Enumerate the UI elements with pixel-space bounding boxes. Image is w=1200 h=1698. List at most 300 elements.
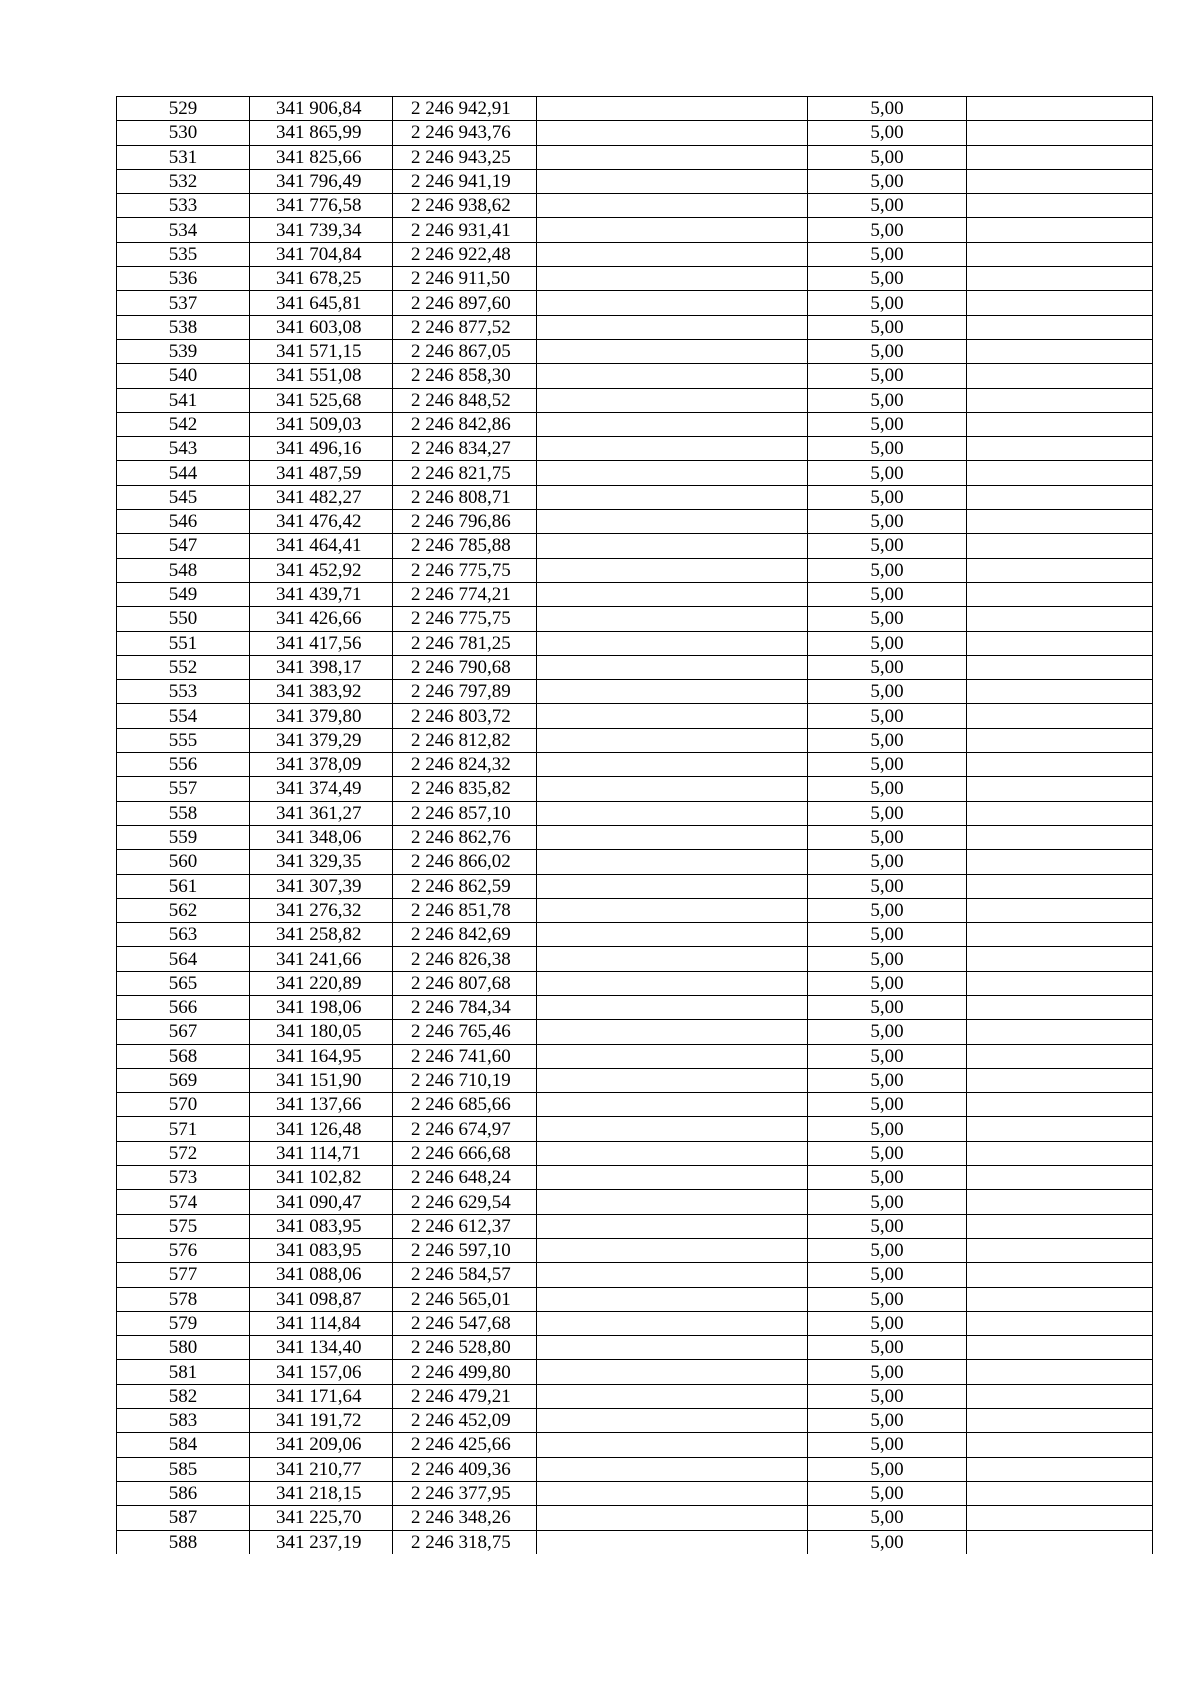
x-coordinate-cell: 341 329,35	[250, 850, 393, 874]
empty-cell	[967, 315, 1153, 339]
empty-cell	[967, 1190, 1153, 1214]
value-cell: 5,00	[808, 1360, 967, 1384]
x-coordinate-cell: 341 348,06	[250, 825, 393, 849]
y-coordinate-cell: 2 246 807,68	[393, 971, 537, 995]
value-cell: 5,00	[808, 971, 967, 995]
y-coordinate-cell: 2 246 781,25	[393, 631, 537, 655]
table-row	[117, 923, 1153, 947]
empty-cell	[967, 267, 1153, 291]
empty-cell	[967, 680, 1153, 704]
empty-cell	[967, 704, 1153, 728]
point-number-cell: 574	[117, 1190, 250, 1214]
value-cell: 5,00	[808, 850, 967, 874]
point-number-cell: 556	[117, 753, 250, 777]
y-coordinate-cell: 2 246 842,69	[393, 923, 537, 947]
point-number-cell: 564	[117, 947, 250, 971]
empty-cell	[537, 267, 808, 291]
x-coordinate-cell: 341 088,06	[250, 1263, 393, 1287]
x-coordinate-cell: 341 452,92	[250, 558, 393, 582]
value-cell: 5,00	[808, 607, 967, 631]
empty-cell	[967, 1409, 1153, 1433]
table-row	[117, 850, 1153, 874]
empty-cell	[537, 874, 808, 898]
y-coordinate-cell: 2 246 834,27	[393, 437, 537, 461]
point-number-cell: 565	[117, 971, 250, 995]
value-cell: 5,00	[808, 1384, 967, 1408]
table-row	[117, 1238, 1153, 1262]
empty-cell	[967, 898, 1153, 922]
point-number-cell: 560	[117, 850, 250, 874]
empty-cell	[967, 1287, 1153, 1311]
empty-cell	[967, 242, 1153, 266]
point-number-cell: 529	[117, 97, 250, 121]
value-cell: 5,00	[808, 534, 967, 558]
empty-cell	[967, 1068, 1153, 1092]
table-row	[117, 1287, 1153, 1311]
table-row	[117, 1068, 1153, 1092]
table-row	[117, 1384, 1153, 1408]
value-cell: 5,00	[808, 121, 967, 145]
x-coordinate-cell: 341 678,25	[250, 267, 393, 291]
y-coordinate-cell: 2 246 796,86	[393, 510, 537, 534]
value-cell: 5,00	[808, 242, 967, 266]
y-coordinate-cell: 2 246 666,68	[393, 1141, 537, 1165]
empty-cell	[537, 947, 808, 971]
empty-cell	[967, 97, 1153, 121]
point-number-cell: 559	[117, 825, 250, 849]
empty-cell	[537, 1457, 808, 1481]
table-row	[117, 291, 1153, 315]
y-coordinate-cell: 2 246 943,25	[393, 145, 537, 169]
table-row	[117, 1044, 1153, 1068]
point-number-cell: 567	[117, 1020, 250, 1044]
x-coordinate-cell: 341 509,03	[250, 412, 393, 436]
point-number-cell: 573	[117, 1166, 250, 1190]
empty-cell	[967, 971, 1153, 995]
value-cell: 5,00	[808, 1190, 967, 1214]
table-row	[117, 1263, 1153, 1287]
value-cell: 5,00	[808, 1020, 967, 1044]
empty-cell	[537, 1068, 808, 1092]
y-coordinate-cell: 2 246 938,62	[393, 194, 537, 218]
point-number-cell: 547	[117, 534, 250, 558]
empty-cell	[537, 1214, 808, 1238]
x-coordinate-cell: 341 307,39	[250, 874, 393, 898]
y-coordinate-cell: 2 246 922,48	[393, 242, 537, 266]
x-coordinate-cell: 341 137,66	[250, 1093, 393, 1117]
value-cell: 5,00	[808, 1481, 967, 1505]
x-coordinate-cell: 341 114,84	[250, 1311, 393, 1335]
x-coordinate-cell: 341 241,66	[250, 947, 393, 971]
x-coordinate-cell: 341 825,66	[250, 145, 393, 169]
y-coordinate-cell: 2 246 851,78	[393, 898, 537, 922]
point-number-cell: 571	[117, 1117, 250, 1141]
empty-cell	[967, 777, 1153, 801]
y-coordinate-cell: 2 246 318,75	[393, 1530, 537, 1554]
table-row	[117, 1020, 1153, 1044]
value-cell: 5,00	[808, 437, 967, 461]
point-number-cell: 541	[117, 388, 250, 412]
point-number-cell: 543	[117, 437, 250, 461]
empty-cell	[967, 582, 1153, 606]
table-row	[117, 534, 1153, 558]
value-cell: 5,00	[808, 1530, 967, 1554]
empty-cell	[967, 510, 1153, 534]
empty-cell	[537, 777, 808, 801]
table-row	[117, 777, 1153, 801]
point-number-cell: 557	[117, 777, 250, 801]
value-cell: 5,00	[808, 777, 967, 801]
value-cell: 5,00	[808, 1287, 967, 1311]
empty-cell	[967, 534, 1153, 558]
point-number-cell: 536	[117, 267, 250, 291]
x-coordinate-cell: 341 220,89	[250, 971, 393, 995]
y-coordinate-cell: 2 246 812,82	[393, 728, 537, 752]
empty-cell	[537, 1117, 808, 1141]
x-coordinate-cell: 341 151,90	[250, 1068, 393, 1092]
value-cell: 5,00	[808, 1044, 967, 1068]
empty-cell	[967, 121, 1153, 145]
x-coordinate-cell: 341 383,92	[250, 680, 393, 704]
empty-cell	[537, 485, 808, 509]
empty-cell	[967, 1263, 1153, 1287]
table-row	[117, 874, 1153, 898]
empty-cell	[537, 995, 808, 1019]
y-coordinate-cell: 2 246 765,46	[393, 1020, 537, 1044]
empty-cell	[967, 1238, 1153, 1262]
y-coordinate-cell: 2 246 452,09	[393, 1409, 537, 1433]
point-number-cell: 546	[117, 510, 250, 534]
empty-cell	[537, 291, 808, 315]
y-coordinate-cell: 2 246 409,36	[393, 1457, 537, 1481]
x-coordinate-cell: 341 379,29	[250, 728, 393, 752]
empty-cell	[537, 1433, 808, 1457]
table-row	[117, 1190, 1153, 1214]
x-coordinate-cell: 341 083,95	[250, 1214, 393, 1238]
empty-cell	[537, 1384, 808, 1408]
empty-cell	[537, 825, 808, 849]
table-row	[117, 1166, 1153, 1190]
empty-cell	[537, 1506, 808, 1530]
point-number-cell: 586	[117, 1481, 250, 1505]
empty-cell	[537, 1287, 808, 1311]
table-row	[117, 1481, 1153, 1505]
y-coordinate-cell: 2 246 797,89	[393, 680, 537, 704]
empty-cell	[967, 825, 1153, 849]
empty-cell	[537, 898, 808, 922]
y-coordinate-cell: 2 246 565,01	[393, 1287, 537, 1311]
empty-cell	[537, 1166, 808, 1190]
empty-cell	[537, 971, 808, 995]
empty-cell	[967, 607, 1153, 631]
y-coordinate-cell: 2 246 857,10	[393, 801, 537, 825]
table-row	[117, 704, 1153, 728]
x-coordinate-cell: 341 258,82	[250, 923, 393, 947]
table-row	[117, 753, 1153, 777]
point-number-cell: 581	[117, 1360, 250, 1384]
x-coordinate-cell: 341 796,49	[250, 169, 393, 193]
empty-cell	[967, 169, 1153, 193]
value-cell: 5,00	[808, 582, 967, 606]
empty-cell	[537, 1530, 808, 1554]
empty-cell	[537, 680, 808, 704]
y-coordinate-cell: 2 246 547,68	[393, 1311, 537, 1335]
table-row	[117, 801, 1153, 825]
y-coordinate-cell: 2 246 867,05	[393, 339, 537, 363]
point-number-cell: 575	[117, 1214, 250, 1238]
empty-cell	[537, 704, 808, 728]
point-number-cell: 535	[117, 242, 250, 266]
table-row	[117, 1409, 1153, 1433]
table-row	[117, 1214, 1153, 1238]
empty-cell	[967, 1433, 1153, 1457]
empty-cell	[967, 874, 1153, 898]
x-coordinate-cell: 341 098,87	[250, 1287, 393, 1311]
point-number-cell: 554	[117, 704, 250, 728]
empty-cell	[967, 461, 1153, 485]
table-row	[117, 995, 1153, 1019]
empty-cell	[537, 145, 808, 169]
x-coordinate-cell: 341 237,19	[250, 1530, 393, 1554]
empty-cell	[967, 1336, 1153, 1360]
value-cell: 5,00	[808, 874, 967, 898]
point-number-cell: 561	[117, 874, 250, 898]
x-coordinate-cell: 341 865,99	[250, 121, 393, 145]
value-cell: 5,00	[808, 728, 967, 752]
x-coordinate-cell: 341 476,42	[250, 510, 393, 534]
point-number-cell: 534	[117, 218, 250, 242]
empty-cell	[537, 923, 808, 947]
value-cell: 5,00	[808, 1238, 967, 1262]
x-coordinate-cell: 341 198,06	[250, 995, 393, 1019]
value-cell: 5,00	[808, 1311, 967, 1335]
empty-cell	[537, 534, 808, 558]
y-coordinate-cell: 2 246 858,30	[393, 364, 537, 388]
empty-cell	[537, 1044, 808, 1068]
x-coordinate-cell: 341 210,77	[250, 1457, 393, 1481]
value-cell: 5,00	[808, 898, 967, 922]
table-row	[117, 1530, 1153, 1554]
table-row	[117, 364, 1153, 388]
value-cell: 5,00	[808, 388, 967, 412]
x-coordinate-cell: 341 225,70	[250, 1506, 393, 1530]
empty-cell	[967, 801, 1153, 825]
table-row	[117, 898, 1153, 922]
point-number-cell: 577	[117, 1263, 250, 1287]
x-coordinate-cell: 341 379,80	[250, 704, 393, 728]
table-row	[117, 558, 1153, 582]
empty-cell	[537, 1311, 808, 1335]
table-row	[117, 631, 1153, 655]
table-row	[117, 655, 1153, 679]
table-row	[117, 267, 1153, 291]
point-number-cell: 548	[117, 558, 250, 582]
point-number-cell: 588	[117, 1530, 250, 1554]
value-cell: 5,00	[808, 1336, 967, 1360]
y-coordinate-cell: 2 246 931,41	[393, 218, 537, 242]
x-coordinate-cell: 341 114,71	[250, 1141, 393, 1165]
point-number-cell: 587	[117, 1506, 250, 1530]
value-cell: 5,00	[808, 801, 967, 825]
table-row	[117, 582, 1153, 606]
point-number-cell: 544	[117, 461, 250, 485]
empty-cell	[967, 388, 1153, 412]
table-row	[117, 485, 1153, 509]
empty-cell	[967, 364, 1153, 388]
table-row	[117, 194, 1153, 218]
x-coordinate-cell: 341 417,56	[250, 631, 393, 655]
y-coordinate-cell: 2 246 808,71	[393, 485, 537, 509]
empty-cell	[967, 655, 1153, 679]
y-coordinate-cell: 2 246 348,26	[393, 1506, 537, 1530]
x-coordinate-cell: 341 496,16	[250, 437, 393, 461]
value-cell: 5,00	[808, 995, 967, 1019]
empty-cell	[537, 1020, 808, 1044]
value-cell: 5,00	[808, 825, 967, 849]
x-coordinate-cell: 341 157,06	[250, 1360, 393, 1384]
value-cell: 5,00	[808, 145, 967, 169]
value-cell: 5,00	[808, 364, 967, 388]
empty-cell	[967, 631, 1153, 655]
empty-cell	[537, 607, 808, 631]
table-row	[117, 461, 1153, 485]
value-cell: 5,00	[808, 1214, 967, 1238]
y-coordinate-cell: 2 246 848,52	[393, 388, 537, 412]
table-row	[117, 145, 1153, 169]
value-cell: 5,00	[808, 1068, 967, 1092]
x-coordinate-cell: 341 218,15	[250, 1481, 393, 1505]
x-coordinate-cell: 341 487,59	[250, 461, 393, 485]
point-number-cell: 583	[117, 1409, 250, 1433]
table-row	[117, 728, 1153, 752]
y-coordinate-cell: 2 246 685,66	[393, 1093, 537, 1117]
point-number-cell: 576	[117, 1238, 250, 1262]
table-row	[117, 607, 1153, 631]
x-coordinate-cell: 341 134,40	[250, 1336, 393, 1360]
y-coordinate-cell: 2 246 499,80	[393, 1360, 537, 1384]
empty-cell	[537, 1263, 808, 1287]
point-number-cell: 549	[117, 582, 250, 606]
value-cell: 5,00	[808, 461, 967, 485]
empty-cell	[537, 631, 808, 655]
point-number-cell: 555	[117, 728, 250, 752]
point-number-cell: 538	[117, 315, 250, 339]
point-number-cell: 582	[117, 1384, 250, 1408]
table-row	[117, 339, 1153, 363]
empty-cell	[967, 437, 1153, 461]
point-number-cell: 568	[117, 1044, 250, 1068]
empty-cell	[537, 97, 808, 121]
empty-cell	[967, 1311, 1153, 1335]
empty-cell	[537, 1336, 808, 1360]
value-cell: 5,00	[808, 1433, 967, 1457]
y-coordinate-cell: 2 246 612,37	[393, 1214, 537, 1238]
value-cell: 5,00	[808, 704, 967, 728]
x-coordinate-cell: 341 276,32	[250, 898, 393, 922]
empty-cell	[967, 339, 1153, 363]
value-cell: 5,00	[808, 558, 967, 582]
value-cell: 5,00	[808, 655, 967, 679]
empty-cell	[967, 194, 1153, 218]
table-row	[117, 510, 1153, 534]
y-coordinate-cell: 2 246 377,95	[393, 1481, 537, 1505]
y-coordinate-cell: 2 246 862,76	[393, 825, 537, 849]
x-coordinate-cell: 341 083,95	[250, 1238, 393, 1262]
value-cell: 5,00	[808, 753, 967, 777]
empty-cell	[537, 801, 808, 825]
x-coordinate-cell: 341 102,82	[250, 1166, 393, 1190]
empty-cell	[967, 1481, 1153, 1505]
y-coordinate-cell: 2 246 774,21	[393, 582, 537, 606]
x-coordinate-cell: 341 704,84	[250, 242, 393, 266]
value-cell: 5,00	[808, 315, 967, 339]
point-number-cell: 542	[117, 412, 250, 436]
empty-cell	[537, 1409, 808, 1433]
value-cell: 5,00	[808, 1117, 967, 1141]
point-number-cell: 553	[117, 680, 250, 704]
empty-cell	[537, 364, 808, 388]
x-coordinate-cell: 341 464,41	[250, 534, 393, 558]
x-coordinate-cell: 341 378,09	[250, 753, 393, 777]
empty-cell	[537, 339, 808, 363]
table-row	[117, 1457, 1153, 1481]
y-coordinate-cell: 2 246 942,91	[393, 97, 537, 121]
empty-cell	[967, 850, 1153, 874]
empty-cell	[537, 1238, 808, 1262]
table-row	[117, 1506, 1153, 1530]
empty-cell	[537, 1093, 808, 1117]
y-coordinate-cell: 2 246 584,57	[393, 1263, 537, 1287]
value-cell: 5,00	[808, 1457, 967, 1481]
point-number-cell: 580	[117, 1336, 250, 1360]
empty-cell	[967, 1457, 1153, 1481]
table-row	[117, 315, 1153, 339]
empty-cell	[967, 923, 1153, 947]
empty-cell	[967, 1166, 1153, 1190]
x-coordinate-cell: 341 645,81	[250, 291, 393, 315]
table-row	[117, 412, 1153, 436]
point-number-cell: 584	[117, 1433, 250, 1457]
value-cell: 5,00	[808, 339, 967, 363]
table-row	[117, 388, 1153, 412]
point-number-cell: 570	[117, 1093, 250, 1117]
table-row	[117, 97, 1153, 121]
empty-cell	[537, 242, 808, 266]
table-row	[117, 437, 1153, 461]
empty-cell	[967, 145, 1153, 169]
empty-cell	[967, 218, 1153, 242]
point-number-cell: 545	[117, 485, 250, 509]
table-row	[117, 1360, 1153, 1384]
x-coordinate-cell: 341 126,48	[250, 1117, 393, 1141]
value-cell: 5,00	[808, 1409, 967, 1433]
value-cell: 5,00	[808, 412, 967, 436]
table-row	[117, 1117, 1153, 1141]
y-coordinate-cell: 2 246 943,76	[393, 121, 537, 145]
value-cell: 5,00	[808, 97, 967, 121]
value-cell: 5,00	[808, 680, 967, 704]
empty-cell	[967, 947, 1153, 971]
y-coordinate-cell: 2 246 741,60	[393, 1044, 537, 1068]
empty-cell	[967, 1093, 1153, 1117]
table-row	[117, 947, 1153, 971]
y-coordinate-cell: 2 246 775,75	[393, 607, 537, 631]
empty-cell	[967, 1506, 1153, 1530]
table-row	[117, 1311, 1153, 1335]
empty-cell	[537, 558, 808, 582]
table-row	[117, 242, 1153, 266]
value-cell: 5,00	[808, 291, 967, 315]
